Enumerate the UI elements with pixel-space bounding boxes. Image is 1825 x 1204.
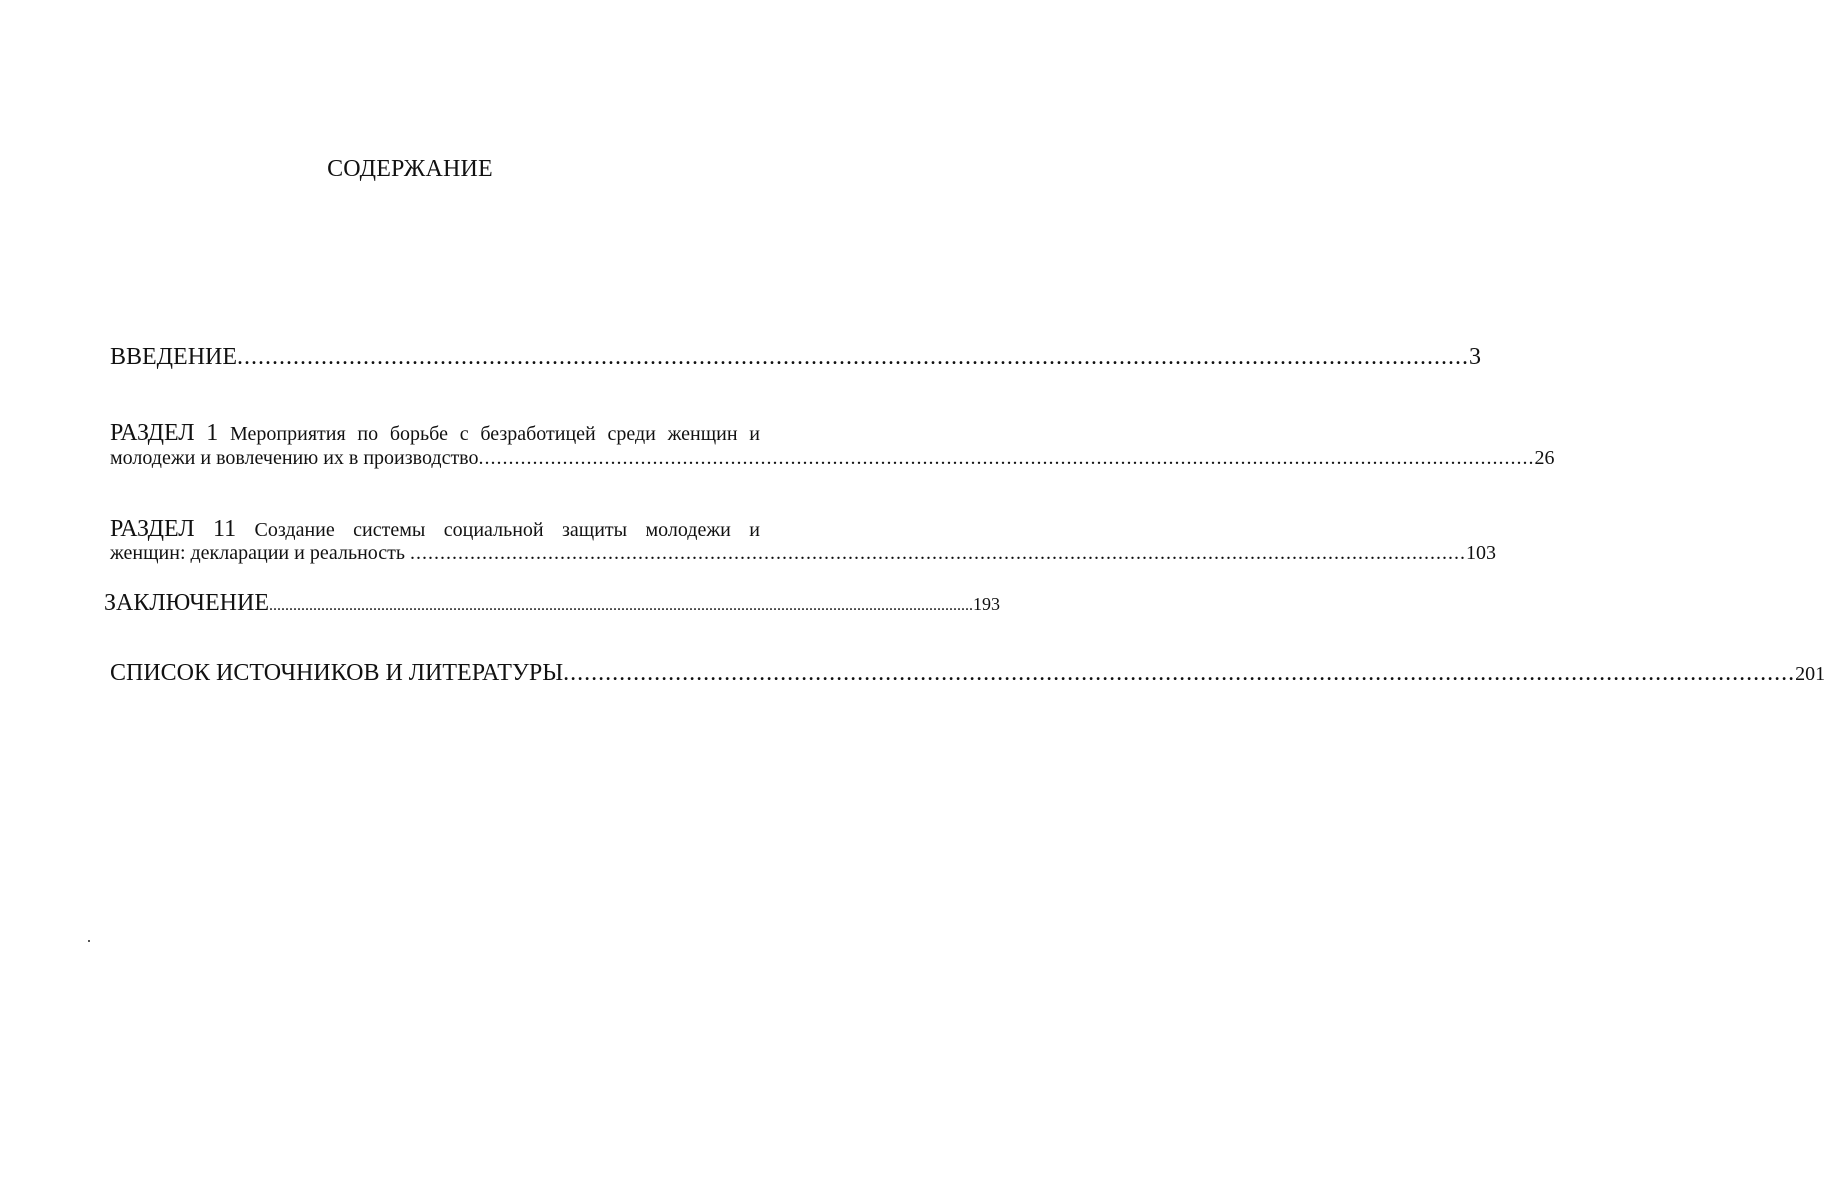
dot-leader: ................................................................................................................................................................................ (237, 344, 1470, 370)
toc-page-section1: 26 (1534, 447, 1555, 469)
dot-leader: ................................................................................................................................................................................ (410, 542, 1467, 564)
toc-label-intro: ВВЕДЕНИЕ (110, 344, 238, 370)
toc-label-sources: СПИСОК ИСТОЧНИКОВ И ЛИТЕРАТУРЫ (110, 660, 564, 686)
toc-entry-section1-line2 (110, 447, 1555, 470)
toc-page-sources: 201 (1795, 663, 1825, 685)
toc-entry-sources (110, 660, 1825, 687)
section1-word: по (357, 423, 379, 445)
scan-speck (88, 940, 90, 942)
section2-word: молодежи (645, 519, 731, 541)
toc-entry-section1-line1 (110, 420, 760, 447)
section2-word: Создание (254, 519, 335, 541)
toc-entry-intro (110, 344, 1482, 371)
section2-number: 11 (212, 516, 237, 542)
section1-word: с (459, 423, 469, 445)
section2-lead-word: РАЗДЕЛ (110, 516, 195, 542)
section1-word: безработицей (480, 423, 596, 445)
toc-page-section2: 103 (1466, 542, 1497, 564)
dot-leader: ................................................................................................................................................................................ (478, 447, 1535, 469)
dot-leader: ................................................................................................................................................................................ (563, 660, 1796, 686)
section2-word: системы (353, 519, 426, 541)
section1-number: 1 (206, 420, 219, 446)
section1-word: и (749, 423, 760, 445)
toc-page-intro: 3 (1469, 344, 1482, 370)
section1-word: борьбе (389, 423, 448, 445)
section1-word: среди (607, 423, 656, 445)
section1-word: Мероприятия (230, 423, 346, 445)
toc-entry-section2-line2 (110, 542, 1497, 565)
page-title: СОДЕРЖАНИЕ (327, 156, 493, 182)
toc-entry-conclusion (104, 590, 1000, 617)
toc-page-conclusion: 193 (972, 594, 1000, 614)
toc-label-conclusion: ЗАКЛЮЧЕНИЕ (104, 590, 269, 616)
dot-leader: ................................................................................................................................................................................ (268, 597, 973, 614)
section1-word: женщин (667, 423, 738, 445)
toc-entry-section2-line1 (110, 516, 760, 543)
section2-word: защиты (562, 519, 628, 541)
section1-title-line2: молодежи и вовлечению их в производство (110, 447, 479, 469)
section1-lead-word: РАЗДЕЛ (110, 420, 195, 446)
section2-title-line2: женщин: декларации и реальность (110, 542, 411, 564)
section2-word: социальной (443, 519, 544, 541)
section2-word: и (749, 519, 760, 541)
